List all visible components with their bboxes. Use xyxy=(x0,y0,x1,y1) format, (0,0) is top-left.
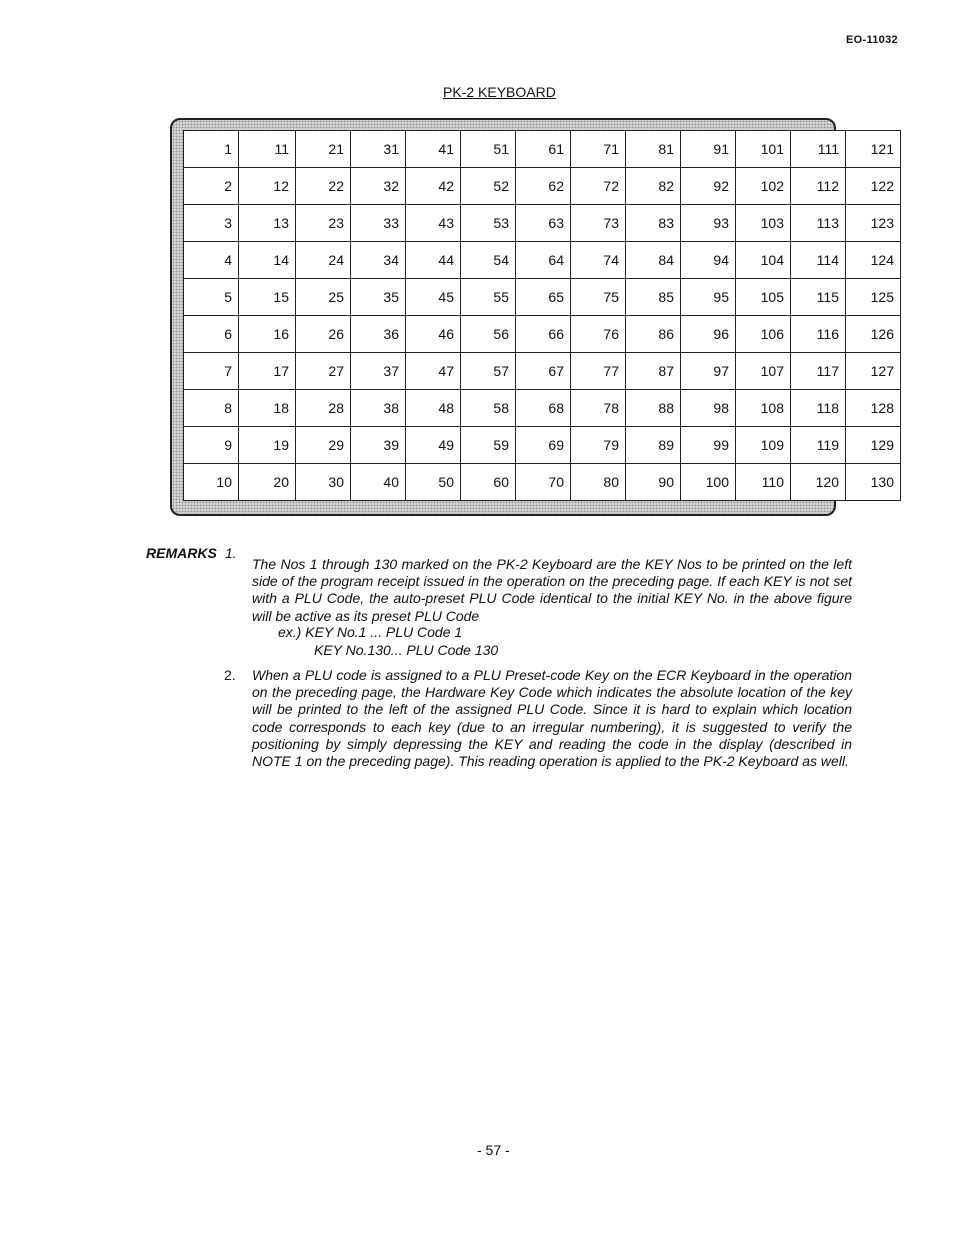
key-cell: 54 xyxy=(461,242,516,279)
key-cell: 17 xyxy=(239,353,296,390)
key-cell: 80 xyxy=(571,464,626,501)
key-row xyxy=(184,353,901,390)
key-cell: 2 xyxy=(184,168,239,205)
key-cell: 8 xyxy=(184,390,239,427)
key-cell: 93 xyxy=(681,205,736,242)
key-cell: 67 xyxy=(516,353,571,390)
key-cell: 83 xyxy=(626,205,681,242)
key-cell: 129 xyxy=(846,427,901,464)
key-cell: 86 xyxy=(626,316,681,353)
key-cell: 98 xyxy=(681,390,736,427)
key-cell: 26 xyxy=(296,316,351,353)
key-cell: 34 xyxy=(351,242,406,279)
remark-2-number: 2. xyxy=(224,667,236,683)
key-cell: 90 xyxy=(626,464,681,501)
key-cell: 41 xyxy=(406,131,461,168)
remark-1-example-1: ex.) KEY No.1 ... PLU Code 1 xyxy=(278,624,463,640)
key-cell: 123 xyxy=(846,205,901,242)
key-cell: 78 xyxy=(571,390,626,427)
remark-2-text: When a PLU code is assigned to a PLU Preset-code Key on the ECR Keyboard in the operation on the preceding page, the Hardware Key Code which indicates the absolute location of the key will be printed to the left of the assigned PLU Code. Since it is hard to explain which location code corresponds to each key (due to an irregular numbering), it is suggested to verify the positioning by simply depressing the KEY and reading the code in the display (described in NOTE 1 on the preceding page). This reading operation is applied to the PK-2 Keyboard as well. xyxy=(252,667,852,770)
key-cell: 103 xyxy=(736,205,791,242)
key-cell: 4 xyxy=(184,242,239,279)
key-cell: 35 xyxy=(351,279,406,316)
document-id: EO-11032 xyxy=(846,34,898,46)
key-cell: 66 xyxy=(516,316,571,353)
key-cell: 125 xyxy=(846,279,901,316)
key-cell: 59 xyxy=(461,427,516,464)
key-cell: 96 xyxy=(681,316,736,353)
key-cell: 29 xyxy=(296,427,351,464)
key-cell: 73 xyxy=(571,205,626,242)
key-cell: 82 xyxy=(626,168,681,205)
key-cell: 16 xyxy=(239,316,296,353)
key-cell: 57 xyxy=(461,353,516,390)
key-cell: 20 xyxy=(239,464,296,501)
key-cell: 84 xyxy=(626,242,681,279)
key-cell: 72 xyxy=(571,168,626,205)
key-cell: 101 xyxy=(736,131,791,168)
key-cell: 124 xyxy=(846,242,901,279)
key-cell: 119 xyxy=(791,427,846,464)
key-cell: 112 xyxy=(791,168,846,205)
key-cell: 71 xyxy=(571,131,626,168)
key-cell: 92 xyxy=(681,168,736,205)
key-cell: 100 xyxy=(681,464,736,501)
key-cell: 6 xyxy=(184,316,239,353)
key-cell: 77 xyxy=(571,353,626,390)
remark-1-body: The Nos 1 through 130 marked on the PK-2 Keyboard are the KEY Nos to be printed on the left side of the program receipt issued in the operation on the preceding page. If each KEY is not set with a PLU Code, the auto-preset PLU Code identical to the initial KEY No. in the above figure will be active as its preset PLU Code xyxy=(252,556,852,624)
key-cell: 21 xyxy=(296,131,351,168)
remarks-label: REMARKS xyxy=(146,545,217,561)
key-cell: 13 xyxy=(239,205,296,242)
key-cell: 81 xyxy=(626,131,681,168)
key-cell: 28 xyxy=(296,390,351,427)
key-cell: 128 xyxy=(846,390,901,427)
key-cell: 7 xyxy=(184,353,239,390)
key-cell: 60 xyxy=(461,464,516,501)
key-cell: 75 xyxy=(571,279,626,316)
key-cell: 76 xyxy=(571,316,626,353)
key-row xyxy=(184,279,901,316)
key-cell: 45 xyxy=(406,279,461,316)
key-cell: 118 xyxy=(791,390,846,427)
key-cell: 43 xyxy=(406,205,461,242)
key-row xyxy=(184,168,901,205)
key-cell: 9 xyxy=(184,427,239,464)
key-cell: 114 xyxy=(791,242,846,279)
key-cell: 126 xyxy=(846,316,901,353)
key-cell: 64 xyxy=(516,242,571,279)
key-cell: 113 xyxy=(791,205,846,242)
key-cell: 88 xyxy=(626,390,681,427)
key-cell: 107 xyxy=(736,353,791,390)
key-cell: 31 xyxy=(351,131,406,168)
key-cell: 19 xyxy=(239,427,296,464)
key-cell: 24 xyxy=(296,242,351,279)
keyboard-key-grid xyxy=(183,130,901,501)
key-cell: 52 xyxy=(461,168,516,205)
key-cell: 18 xyxy=(239,390,296,427)
key-cell: 70 xyxy=(516,464,571,501)
remark-1-example-2: KEY No.130... PLU Code 130 xyxy=(314,642,499,658)
key-cell: 91 xyxy=(681,131,736,168)
key-cell: 122 xyxy=(846,168,901,205)
key-cell: 10 xyxy=(184,464,239,501)
key-cell: 79 xyxy=(571,427,626,464)
remark-1-number: 1. xyxy=(225,545,237,561)
key-cell: 87 xyxy=(626,353,681,390)
key-cell: 49 xyxy=(406,427,461,464)
key-cell: 130 xyxy=(846,464,901,501)
key-cell: 27 xyxy=(296,353,351,390)
remark-1-text xyxy=(252,556,852,625)
key-cell: 68 xyxy=(516,390,571,427)
key-cell: 109 xyxy=(736,427,791,464)
key-cell: 42 xyxy=(406,168,461,205)
key-cell: 15 xyxy=(239,279,296,316)
key-cell: 99 xyxy=(681,427,736,464)
key-cell: 40 xyxy=(351,464,406,501)
key-cell: 106 xyxy=(736,316,791,353)
key-cell: 58 xyxy=(461,390,516,427)
key-cell: 116 xyxy=(791,316,846,353)
key-cell: 62 xyxy=(516,168,571,205)
key-cell: 3 xyxy=(184,205,239,242)
key-cell: 32 xyxy=(351,168,406,205)
key-cell: 12 xyxy=(239,168,296,205)
key-cell: 69 xyxy=(516,427,571,464)
key-row xyxy=(184,316,901,353)
key-cell: 36 xyxy=(351,316,406,353)
keyboard-title: PK-2 KEYBOARD xyxy=(443,84,556,100)
key-cell: 48 xyxy=(406,390,461,427)
key-cell: 44 xyxy=(406,242,461,279)
key-cell: 38 xyxy=(351,390,406,427)
key-cell: 117 xyxy=(791,353,846,390)
key-cell: 47 xyxy=(406,353,461,390)
key-cell: 55 xyxy=(461,279,516,316)
key-cell: 115 xyxy=(791,279,846,316)
key-cell: 74 xyxy=(571,242,626,279)
key-cell: 1 xyxy=(184,131,239,168)
key-cell: 120 xyxy=(791,464,846,501)
key-row xyxy=(184,390,901,427)
key-cell: 108 xyxy=(736,390,791,427)
key-row xyxy=(184,205,901,242)
key-cell: 97 xyxy=(681,353,736,390)
key-cell: 11 xyxy=(239,131,296,168)
key-cell: 65 xyxy=(516,279,571,316)
key-cell: 111 xyxy=(791,131,846,168)
key-cell: 63 xyxy=(516,205,571,242)
key-cell: 23 xyxy=(296,205,351,242)
key-row xyxy=(184,242,901,279)
key-cell: 37 xyxy=(351,353,406,390)
key-row xyxy=(184,131,901,168)
key-cell: 39 xyxy=(351,427,406,464)
key-cell: 51 xyxy=(461,131,516,168)
key-cell: 14 xyxy=(239,242,296,279)
key-cell: 95 xyxy=(681,279,736,316)
key-cell: 53 xyxy=(461,205,516,242)
key-cell: 102 xyxy=(736,168,791,205)
key-cell: 25 xyxy=(296,279,351,316)
key-cell: 5 xyxy=(184,279,239,316)
key-cell: 50 xyxy=(406,464,461,501)
key-cell: 61 xyxy=(516,131,571,168)
key-cell: 127 xyxy=(846,353,901,390)
key-cell: 121 xyxy=(846,131,901,168)
key-row xyxy=(184,427,901,464)
key-cell: 22 xyxy=(296,168,351,205)
key-cell: 85 xyxy=(626,279,681,316)
key-cell: 30 xyxy=(296,464,351,501)
key-cell: 89 xyxy=(626,427,681,464)
key-cell: 105 xyxy=(736,279,791,316)
key-cell: 94 xyxy=(681,242,736,279)
key-cell: 33 xyxy=(351,205,406,242)
key-cell: 56 xyxy=(461,316,516,353)
key-cell: 104 xyxy=(736,242,791,279)
page-number: - 57 - xyxy=(477,1142,510,1158)
key-cell: 110 xyxy=(736,464,791,501)
key-cell: 46 xyxy=(406,316,461,353)
key-row xyxy=(184,464,901,501)
